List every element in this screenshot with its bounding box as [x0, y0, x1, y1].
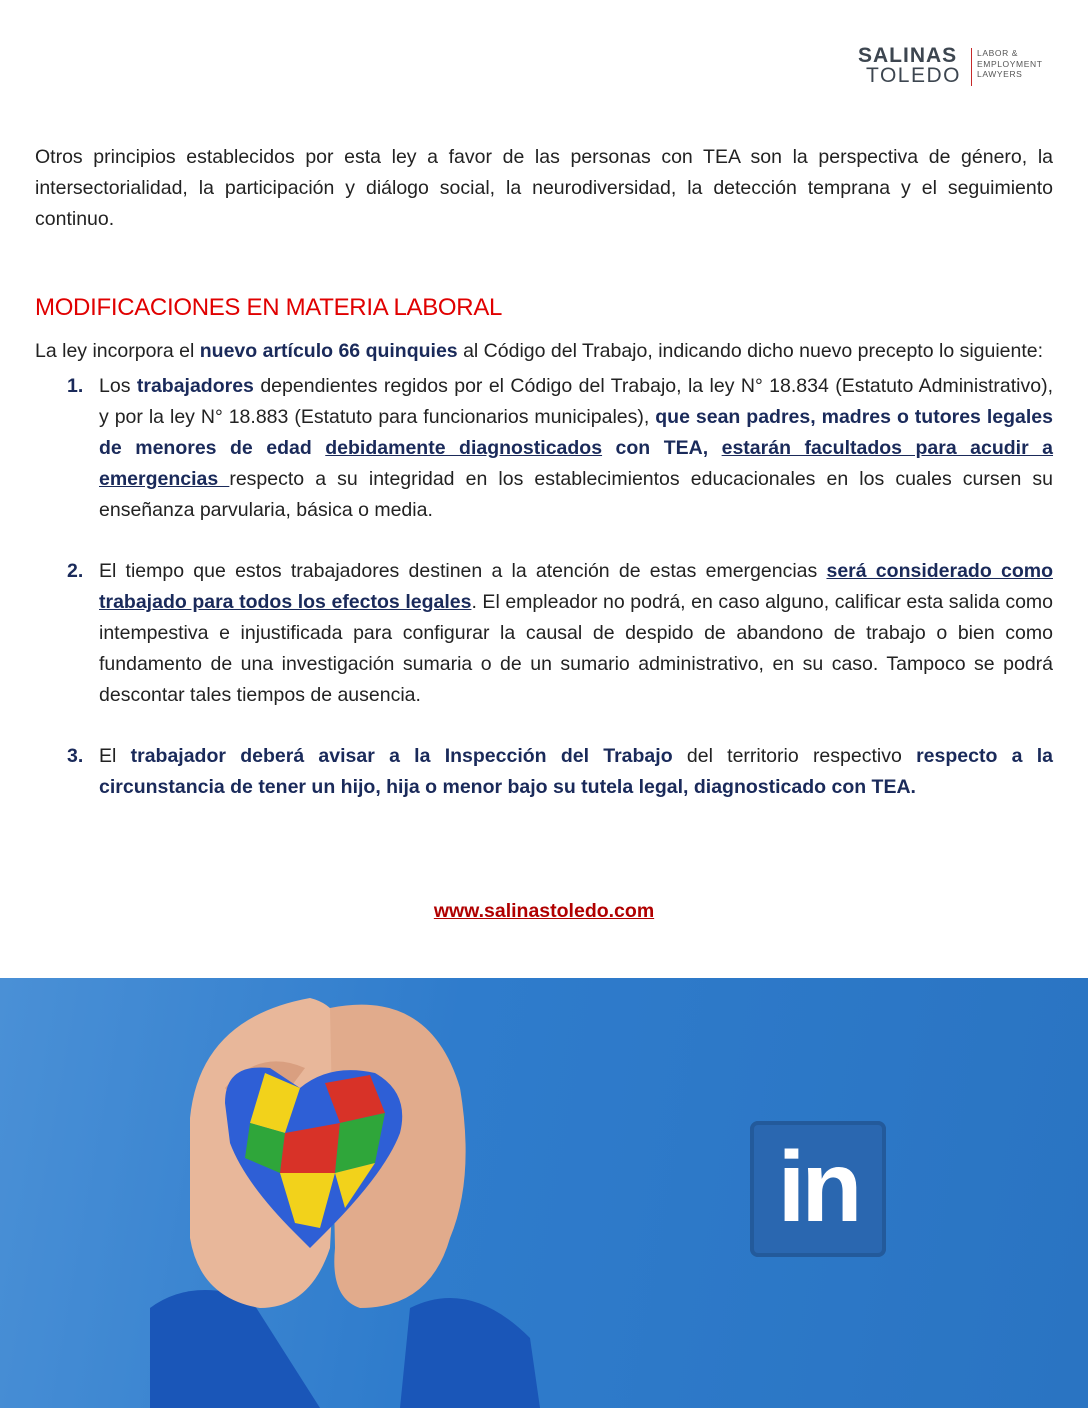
logo-tagline-line: LABOR &: [977, 48, 1019, 58]
item-underlined-text: debidamente diagnosticados: [325, 437, 603, 459]
list-item: [35, 556, 1053, 711]
document-body: [35, 142, 1053, 833]
logo-tagline-line: LAWYERS: [977, 69, 1023, 79]
left-sleeve: [150, 1290, 320, 1408]
logo-tagline-line: EMPLOYMENT: [977, 58, 1043, 69]
lead-text: La ley incorpora el: [35, 340, 200, 362]
item-underlined-text: será considerado como trabajado para todos los efectos legales: [99, 560, 1053, 613]
website-link[interactable]: www.salinastoledo.com: [433, 900, 655, 922]
list-item-number: 3.: [67, 745, 84, 767]
provisions-list: [35, 371, 1053, 803]
logo-word-salinas: SALINAS: [858, 44, 958, 67]
item-text: respecto a su integridad en los establecimientos educacionales en los cuales cursen su enseñanza parvularia, básica o media.: [99, 468, 1054, 521]
list-item: [35, 371, 1053, 526]
item-bold-text: con TEA,: [602, 437, 722, 459]
item-bold-text: respecto a la circunstancia de tener un hijo, hija o menor bajo su tutela legal, diagnosticado con TEA.: [99, 745, 1053, 798]
item-bold-text: trabajadores: [136, 375, 254, 397]
hands-puzzle-heart-image: [130, 978, 690, 1408]
item-bold-text: que sean padres, madres o tutores legales de menores de edad: [99, 406, 1053, 459]
lead-text: al Código del Trabajo, indicando dicho nuevo precepto lo siguiente:: [457, 340, 1044, 362]
item-underlined-text: estarán facultados para acudir a emergencias: [99, 437, 1054, 490]
lead-paragraph: [35, 336, 1053, 367]
banner-image: [0, 978, 1088, 1408]
section-title: MODIFICACIONES EN MATERIA LABORAL: [35, 294, 503, 321]
item-text: . El empleador no podrá, en caso alguno, calificar esta salida como intempestiva e injustificada para configurar la causal de despido de abandono de trabajo o bien como fundamento de una investigación sumaria o de un sumario administrativo, en su caso. Tampoco se podrá descontar tales tiempos de ausencia.: [99, 591, 1054, 706]
logo-word-toledo: TOLEDO: [866, 64, 961, 87]
list-item-number: 2.: [67, 560, 84, 582]
linkedin-icon-text: in: [777, 1131, 859, 1243]
item-text: Los: [99, 375, 137, 397]
company-logo: [858, 44, 1058, 90]
logo-divider: [971, 48, 972, 86]
intro-paragraph: Otros principios establecidos por esta ley a favor de las personas con TEA son la perspectiva de género, la intersectorialidad, la participación y diálogo social, la neurodiversidad, la detección temprana y el seguimiento continuo.: [35, 146, 1053, 230]
logo-tagline: [977, 48, 1043, 80]
linkedin-icon[interactable]: [750, 1121, 886, 1257]
item-text: El: [99, 745, 131, 767]
list-item: [35, 741, 1053, 803]
item-text: del territorio respectivo: [672, 745, 917, 767]
right-sleeve: [400, 1298, 540, 1408]
item-text: dependientes regidos por el Código del Trabajo, la ley N° 18.834 (Estatuto Administrativo), y por la ley N° 18.883 (Estatuto para funcionarios municipales),: [99, 375, 1053, 428]
lead-article-ref: nuevo artículo 66 quinquies: [199, 340, 458, 362]
item-text: El tiempo que estos trabajadores destinen a la atención de estas emergencias: [99, 560, 827, 582]
item-bold-text: trabajador deberá avisar a la Inspección del Trabajo: [130, 745, 673, 767]
list-item-number: 1.: [67, 375, 84, 397]
